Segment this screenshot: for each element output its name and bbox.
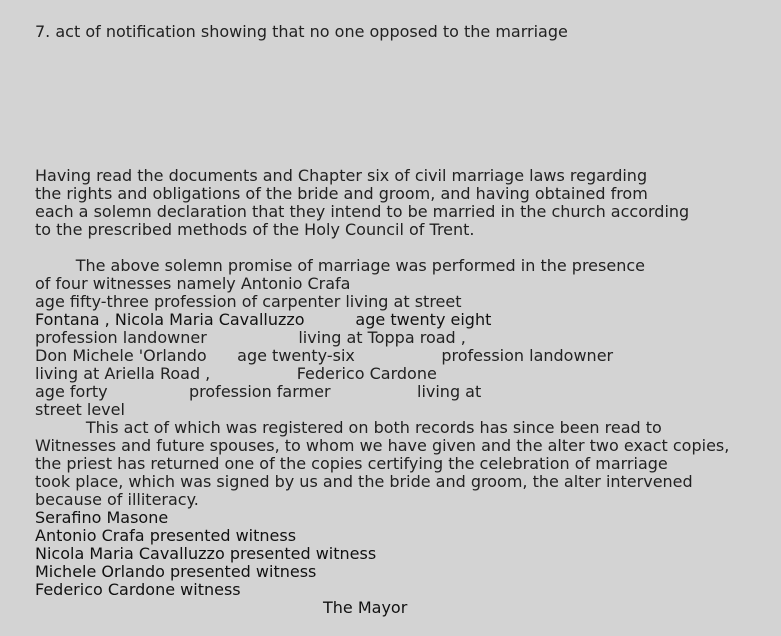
mayor-closing: The Mayor [323,598,408,617]
signature-line: Antonio Crafa presented witness [35,526,297,545]
paragraph3-line: because of illiteracy. [35,490,199,509]
paragraph2-line: street level [35,400,125,419]
paragraph2-line: profession landowner living at Toppa road , [35,328,466,347]
paragraph2-line: Fontana , Nicola Maria Cavalluzzo age twenty eight [35,310,492,329]
paragraph2-line: age fifty-three profession of carpenter living at street [35,292,462,311]
paragraph2-line: living at Ariella Road , Federico Cardone [35,364,437,383]
paragraph1-line: Having read the documents and Chapter six of civil marriage laws regarding [35,166,648,185]
paragraph3-line: took place, which was signed by us and the bride and groom, the alter intervened [35,472,693,491]
paragraph1-line: the rights and obligations of the bride and groom, and having obtained from [35,184,648,203]
document-title: 7. act of notification showing that no one opposed to the marriage [35,22,568,41]
signature-line: Federico Cardone witness [35,580,241,599]
document-page [35,0,775,636]
paragraph1-line: each a solemn declaration that they intend to be married in the church according [35,202,690,221]
paragraph2-line: The above solemn promise of marriage was performed in the presence [35,256,645,275]
signature-line: Michele Orlando presented witness [35,562,317,581]
signature-line: Nicola Maria Cavalluzzo presented witness [35,544,377,563]
paragraph2-line: of four witnesses namely Antonio Crafa [35,274,351,293]
signature-line: Serafino Masone [35,508,169,527]
paragraph3-line: the priest has returned one of the copies certifying the celebration of marriage [35,454,668,473]
paragraph2-line: age forty profession farmer living at [35,382,482,401]
paragraph3-line: This act of which was registered on both records has since been read to [35,418,662,437]
paragraph3-line: Witnesses and future spouses, to whom we have given and the alter two exact copies, [35,436,730,455]
paragraph2-line: Don Michele 'Orlando age twenty-six profession landowner [35,346,614,365]
paragraph1-line: to the prescribed methods of the Holy Council of Trent. [35,220,475,239]
